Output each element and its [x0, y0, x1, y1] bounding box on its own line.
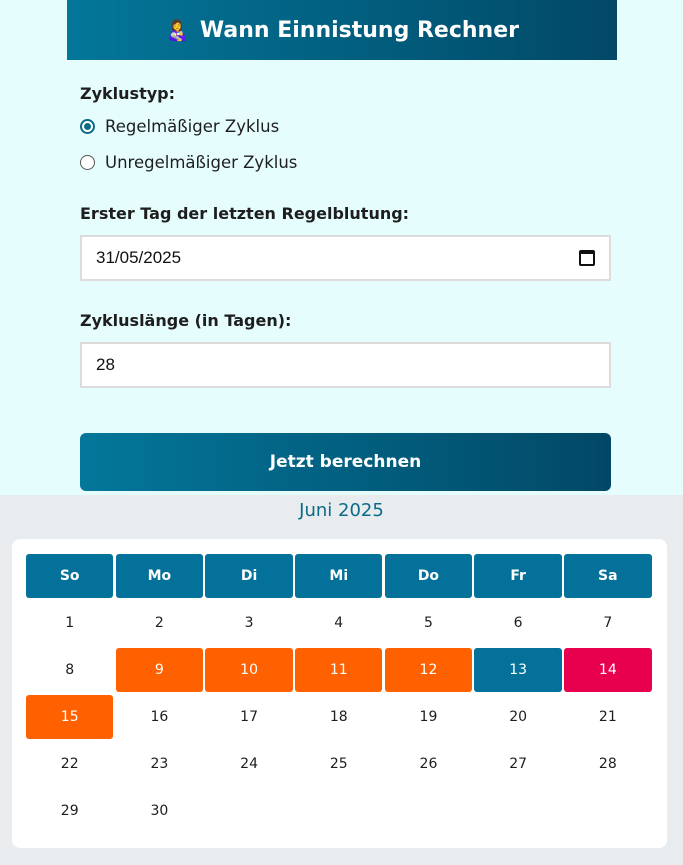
calendar-day-implantation: 14 [564, 648, 651, 692]
calendar-day: 1 [65, 615, 75, 631]
weekday-header: So [26, 554, 113, 598]
calendar-day: 5 [423, 615, 433, 631]
weekday-header: Sa [564, 554, 651, 598]
calendar-day-fertile: 15 [26, 695, 113, 739]
calendar-day-fertile: 9 [116, 648, 203, 692]
calendar-picker-icon[interactable] [579, 250, 595, 266]
cycle-length-value: 28 [96, 355, 115, 374]
calendar-day: 18 [329, 709, 348, 725]
weekday-header: Di [205, 554, 292, 598]
mother-baby-icon: 👩‍🍼 [165, 18, 190, 42]
cycle-length-label: Zykluslänge (in Tagen): [80, 311, 292, 330]
weekday-header: Fr [474, 554, 561, 598]
calendar-grid [26, 554, 652, 833]
calendar-day: 28 [598, 756, 617, 772]
radio-irregular-label: Unregelmäßiger Zyklus [105, 153, 298, 172]
calendar-day: 8 [65, 662, 75, 678]
calendar-day: 27 [509, 756, 528, 772]
calendar-day: 2 [154, 615, 164, 631]
calendar-day: 30 [150, 803, 169, 819]
calendar-day: 29 [60, 803, 79, 819]
radio-irregular-cycle[interactable] [80, 153, 297, 172]
calendar-day-fertile: 12 [385, 648, 472, 692]
calendar-day-ovulation: 13 [474, 648, 561, 692]
calendar-day: 17 [240, 709, 258, 725]
calendar-day: 7 [603, 615, 613, 631]
calendar-day: 22 [60, 756, 79, 772]
calendar-day: 23 [150, 756, 169, 772]
cycle-type-label: Zyklustyp: [80, 84, 175, 103]
calendar-day: 20 [509, 709, 528, 725]
last-period-date-input[interactable] [80, 235, 611, 281]
calendar-day: 21 [598, 709, 617, 725]
calendar-day: 6 [513, 615, 523, 631]
page-title: Wann Einnistung Rechner [199, 17, 519, 43]
weekday-header: Mo [116, 554, 203, 598]
cycle-length-input[interactable] [80, 342, 611, 388]
calendar-day: 16 [150, 709, 169, 725]
calendar-day: 3 [244, 615, 254, 631]
calendar-day: 19 [419, 709, 438, 725]
weekday-header: Mi [295, 554, 382, 598]
radio-regular-button[interactable] [80, 119, 95, 134]
calculate-button[interactable]: Jetzt berechnen [80, 433, 611, 491]
radio-irregular-button[interactable] [80, 155, 95, 170]
radio-regular-label: Regelmäßiger Zyklus [105, 117, 280, 136]
calendar-day: 4 [334, 615, 344, 631]
calendar-day-fertile: 10 [205, 648, 292, 692]
last-period-date-value: 31/05/2025 [96, 248, 182, 267]
page-header [67, 0, 617, 60]
radio-regular-cycle[interactable] [80, 117, 279, 136]
weekday-header: Do [385, 554, 472, 598]
calendar-day-fertile: 11 [295, 648, 382, 692]
calendar-day: 24 [240, 756, 258, 772]
last-period-label: Erster Tag der letzten Regelblutung: [80, 204, 410, 223]
calendar-day: 26 [419, 756, 438, 772]
calendar-day: 25 [329, 756, 348, 772]
calendar-month-title: Juni 2025 [299, 500, 384, 521]
